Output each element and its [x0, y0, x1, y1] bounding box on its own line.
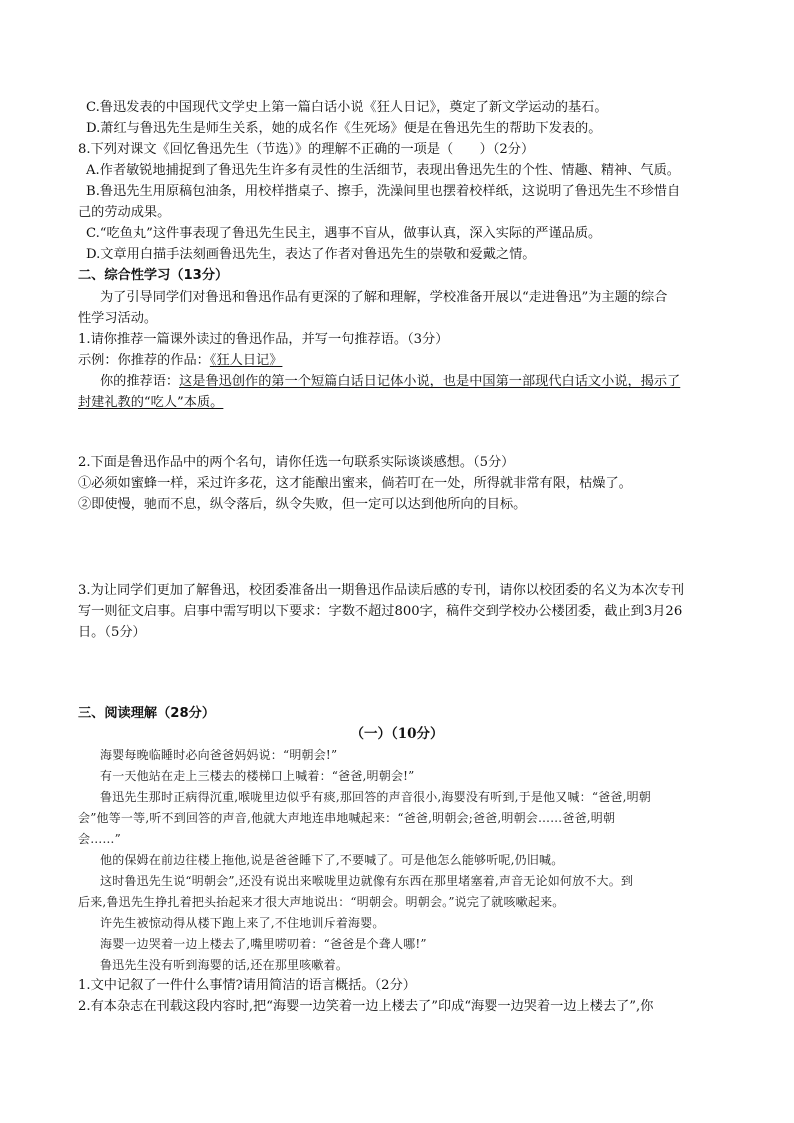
recommend-text: 这是鲁迅创作的第一个短篇白话日记体小说，也是中国第一部现代白话文小说，揭示了	[179, 374, 681, 389]
question-2-2: 2.下面是鲁迅作品中的两个名句，请你任选一句联系实际谈谈感想。（5分）	[78, 455, 515, 470]
passage-line: 会”他等一等,听不到回答的声音,他就大声地连串地喊起来：“爸爸,明朝会;爸爸,明朝会……爸爸,明朝	[78, 811, 616, 825]
question-2-3: 3.为让同学们更加了解鲁迅，校团委准备出一期鲁迅作品读后感的专刊，请你以校团委的名义为本次专刊	[78, 583, 685, 598]
question-2-3-cont: 写一则征文启事。启事中需写明以下要求：字数不超过800字，稿件交到学校办公楼团委，截止到3月26	[78, 604, 683, 619]
passage-line: 这时鲁迅先生说“明朝会”,还没有说出来喉咙里边就像有东西在那里堵塞着,声音无论如何放不大。到	[100, 874, 634, 888]
quote-2: ②即使慢，驰而不息，纵令落后，纵令失败，但一定可以达到他所向的目标。	[78, 497, 527, 512]
option-8c: C.“吃鱼丸”这件事表现了鲁迅先生民主，遇事不盲从，做事认真，深入实际的严谨品质。	[86, 226, 602, 241]
example-label: 示例：你推荐的作品：	[78, 353, 210, 368]
passage-question-2: 2.有本杂志在刊载这段内容时,把“海婴一边笑着一边上楼去了”印成“海婴一边哭着一边上楼去了”,你	[78, 999, 654, 1014]
passage-line: 他的保姆在前边往楼上拖他,说是爸爸睡下了,不要喊了。可是他怎么能够听呢,仍旧喊。	[100, 853, 564, 867]
option-7d: D.萧红与鲁迅先生是师生关系，她的成名作《生死场》便是在鲁迅先生的帮助下发表的。	[86, 121, 602, 136]
passage-line: 海婴每晚临睡时必向爸爸妈妈说：“明朝会!”	[100, 748, 338, 762]
passage-line: 鲁迅先生没有听到海婴的话,还在那里咳嗽着。	[100, 958, 349, 972]
example-work: 《狂人日记》	[209, 353, 283, 368]
section-3-heading: 三、阅读理解（28分）	[78, 706, 216, 721]
question-8: 8.下列对课文《回忆鲁迅先生（节选）》的理解不正确的一项是（ ）（2分）	[78, 142, 535, 157]
passage-line: 后来,鲁迅先生挣扎着把头抬起来才很大声地说出：“明朝会。明朝会。”说完了就咳嗽起来。	[78, 895, 565, 909]
option-7c: C.鲁迅发表的中国现代文学史上第一篇白话小说《狂人日记》，奠定了新文学运动的基石。	[86, 100, 608, 115]
option-8a: A.作者敏锐地捕捉到了鲁迅先生许多有灵性的生活细节，表现出鲁迅先生的个性、情趣、精神、气质。	[86, 163, 680, 178]
option-8d: D.文章用白描手法刻画鲁迅先生，表达了作者对鲁迅先生的崇敬和爱戴之情。	[86, 247, 536, 262]
recommend-label: 你的推荐语：	[100, 374, 180, 389]
recommend-text-cont: 封建礼教的“吃人”本质。	[78, 395, 224, 410]
passage-question-1: 1.文中记叙了一件什么事情?请用简洁的语言概括。（2分）	[78, 978, 416, 993]
passage-line: 有一天他站在走上三楼去的楼梯口上喊着：“爸爸,明朝会!”	[100, 769, 415, 783]
option-8b-cont: 己的劳动成果。	[78, 205, 171, 220]
passage-line: 海婴一边哭着一边上楼去了,嘴里唠叨着：“爸爸是个聋人哪!”	[100, 937, 427, 951]
example-recommend	[100, 372, 750, 392]
option-8b: B.鲁迅先生用原稿包油条，用校样揩桌子、擦手，洗澡间里也摆着校样纸，这说明了鲁迅先生不珍惜自	[86, 184, 681, 199]
example-line	[78, 351, 728, 371]
quote-1: ①必须如蜜蜂一样，采过许多花，这才能酿出蜜来，倘若叮在一处，所得就非常有限，枯燥了。	[78, 476, 632, 491]
section-2-heading: 二、综合性学习（13分）	[78, 268, 229, 283]
section-2-intro-cont: 性学习活动。	[78, 311, 158, 326]
question-2-3-end: 日。（5分）	[78, 625, 146, 640]
section-2-intro: 为了引导同学们对鲁迅和鲁迅作品有更深的了解和理解，学校准备开展以“走进鲁迅”为主题的综合	[100, 290, 668, 305]
passage-1-heading: （一）（10分）	[350, 726, 444, 742]
passage-line: 会……”	[78, 832, 121, 846]
passage-line: 鲁迅先生那时正病得沉重,喉咙里边似乎有痰,那回答的声音很小,海婴没有听到,于是他又喊：“爸爸,明朝	[100, 790, 652, 804]
question-2-1: 1.请你推荐一篇课外读过的鲁迅作品，并写一句推荐语。（3分）	[78, 332, 449, 347]
passage-line: 许先生被惊动得从楼下跑上来了,不住地训斥着海婴。	[100, 916, 385, 930]
